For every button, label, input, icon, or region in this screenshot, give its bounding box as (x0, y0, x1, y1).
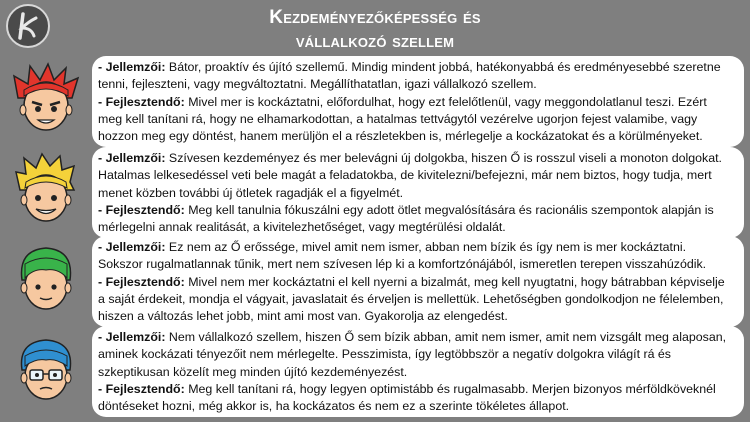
fejlesztendo-label: - Fejlesztendő: (98, 274, 185, 289)
fejlesztendo-label: - Fejlesztendő: (98, 381, 185, 396)
fejlesztendo-label: - Fejlesztendő: (98, 202, 185, 217)
jellemzoi-text: Nem vállalkozó szellem, hiszen Ő sem bízik abban, amit nem ismer, amit nem vizsgált meg alaposan, aminek kockázati tényezőit nem mérlegelte. Pesszimista, így legtöbbször a negatív dolgokra világít rá és szkeptikusan közelít meg minden újító kezdeményezést. (98, 330, 727, 379)
card-1 (92, 56, 744, 147)
yellow-hair-avatar-icon (8, 152, 84, 228)
jellemzoi-label: - Jellemzői: (98, 60, 166, 74)
red-hair-avatar-icon (8, 62, 84, 138)
fejlesztendo-paragraph (98, 94, 734, 146)
jellemzoi-text: Ez nem az Ő erőssége, mivel amit nem ismer, abban nem bízik és így nem is mer kockáztatni. Sokszor rugalmatlannak tűnik, mert nem szívesen lép ki a komfortzónájából, ismeretlen terepen visszahúzódik. (98, 240, 707, 272)
fejlesztendo-label: - Fejlesztendő: (98, 94, 185, 109)
fejlesztendo-paragraph (98, 381, 734, 416)
jellemzoi-paragraph (98, 329, 734, 381)
fejlesztendo-paragraph (98, 274, 734, 326)
jellemzoi-paragraph (98, 239, 734, 274)
jellemzoi-label: - Jellemzői: (98, 240, 166, 254)
fejlesztendo-paragraph (98, 202, 734, 237)
jellemzoi-label: - Jellemzői: (98, 330, 166, 344)
fejlesztendo-text: Meg kell tanulnia fókuszálni egy adott ötlet megvalósítására és racionális szempontok alapján is mérlegelni annak realitását, a kivitelezhetőséget, vagy megtérülési oldalát. (98, 202, 714, 235)
fejlesztendo-text: Mivel nem mer kockáztatni el kell nyerni a bizalmát, meg kell nyugtatni, hogy bátrabban képviselje a saját érdekeit, mondja el vágyait, javaslatait és érveljen is mellettük. Lehetőségben gondolkodjon ne félelemben, hiszen a változás lehet jobb, mint ami most van. Gyakorolja az elengedést. (98, 274, 725, 324)
card-3 (92, 236, 744, 327)
jellemzoi-paragraph (98, 150, 734, 202)
fejlesztendo-text: Mivel mer is kockáztatni, előfordulhat, hogy ezt felelőtlenül, vagy meggondolatlanul teszi. Ezért meg kell tanítani rá, hogy ne elhamarkodottan, a hatalmas tettvágytól vezérelve ugorjon fejest valamibe, vagy hozzon meg egy döntést, hanem merüljön el a részletekben is, mérlegelje a kockázatokat és a körülményeket. (98, 94, 707, 144)
title-line-2: vállalkozó szellem (295, 31, 455, 52)
fejlesztendo-text: Meg kell tanítani rá, hogy legyen optimistább és rugalmasabb. Merjen bizonyos mérföldköveknél döntéseket hozni, még akkor is, ha kockázatos és nem ez a szerinte tökéletes állapot. (98, 381, 716, 414)
jellemzoi-paragraph (98, 59, 734, 94)
green-hair-avatar-icon (8, 240, 84, 316)
jellemzoi-text: Szívesen kezdeményez és mer belevágni új dolgokba, hiszen Ő is rosszul viseli a monoton dolgokat. Hatalmas lelkesedéssel veti bele magát a feladatokba, de kivitelezni/befejezni, már nem biztos, hogy tudja, mert menet közben további új ötletek ragadják el a figyelmét. (98, 151, 722, 200)
jellemzoi-text: Bátor, proaktív és újító szellemű. Mindig mindent jobbá, hatékonyabbá és eredményesebbé szeretne tenni, fejleszteni, vagy megváltoztatni. Megállíthatatlan, igazi vállalkozó szellem. (98, 60, 721, 92)
card-4 (92, 326, 744, 417)
jellemzoi-label: - Jellemzői: (98, 151, 166, 165)
page-title (0, 6, 750, 54)
title-line-1: Kezdeményezőképesség és (269, 7, 481, 28)
blue-hair-glasses-avatar-icon (8, 330, 84, 406)
card-2 (92, 147, 744, 238)
